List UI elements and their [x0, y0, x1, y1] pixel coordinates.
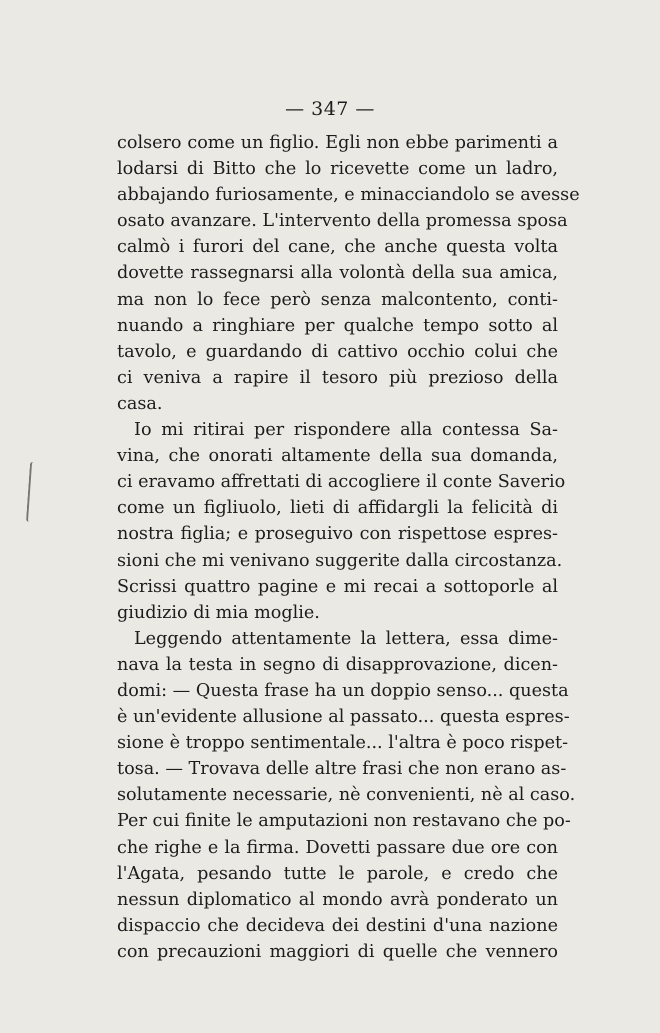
text-line: ma non lo fece però senza malcontento, conti- [117, 289, 558, 310]
text-line: nessun diplomatico al mondo avrà ponderato un [117, 889, 558, 910]
text-line: l'Agata, pesando tutte le parole, e credo che [117, 863, 558, 884]
text-line: nostra figlia; e proseguivo con rispettose espres- [117, 524, 558, 545]
text-line: vina, che onorati altamente della sua domanda, [117, 446, 558, 467]
text-line: Per cui finite le amputazioni non restavano che po- [117, 811, 571, 832]
text-line: che righe e la firma. Dovetti passare due ore con [117, 837, 558, 858]
text-line: tosa. — Trovava delle altre frasi che non erano as- [117, 759, 567, 780]
text-line: solutamente necessarie, nè convenienti, nè al caso. [117, 785, 576, 806]
text-line: nava la testa in segno di disapprovazione, dicen- [117, 654, 558, 675]
text-line: dovette rassegnarsi alla volontà della sua amica, [117, 263, 558, 284]
text-line: casa. [117, 393, 163, 414]
text-line: calmò i furori del cane, che anche questa volta [117, 237, 558, 258]
text-line: nuando a ringhiare per qualche tempo sotto al [117, 315, 558, 336]
text-line: Io mi ritirai per rispondere alla contessa Sa- [134, 420, 558, 441]
text-line: è un'evidente allusione al passato... questa espres- [117, 707, 570, 728]
text-line: Leggendo attentamente la lettera, essa dime- [134, 628, 558, 649]
margin-pencil-mark [26, 462, 38, 522]
text-line: con precauzioni maggiori di quelle che vennero [117, 941, 558, 962]
text-line: come un figliuolo, lieti di affidargli la felicità di [117, 498, 558, 519]
text-line: ci veniva a rapire il tesoro più prezioso della [117, 367, 558, 388]
text-line: dispaccio che decideva dei destini d'una nazione [117, 915, 558, 936]
text-line: lodarsi di Bitto che lo ricevette come un ladro, [117, 159, 558, 180]
text-line: osato avanzare. L'intervento della promessa sposa [117, 211, 568, 232]
text-line: abbajando furiosamente, e minacciandolo se avesse [117, 185, 580, 206]
text-line: colsero come un figlio. Egli non ebbe parimenti a [117, 133, 558, 153]
page-number: — 347 — [285, 98, 375, 120]
text-line: domi: — Questa frase ha un doppio senso... questa [117, 680, 569, 701]
text-line: ci eravamo affrettati di accogliere il conte Saverio [117, 472, 566, 493]
body-text [117, 130, 580, 965]
text-line: sione è troppo sentimentale... l'altra è poco rispet- [117, 733, 569, 754]
text-line: Scrissi quattro pagine e mi recai a sottoporle al [117, 576, 558, 597]
text-line: giudizio di mia moglie. [117, 602, 320, 623]
text-line: sioni che mi venivano suggerite dalla circostanza. [117, 550, 563, 571]
text-line: tavolo, e guardando di cattivo occhio colui che [117, 341, 558, 362]
